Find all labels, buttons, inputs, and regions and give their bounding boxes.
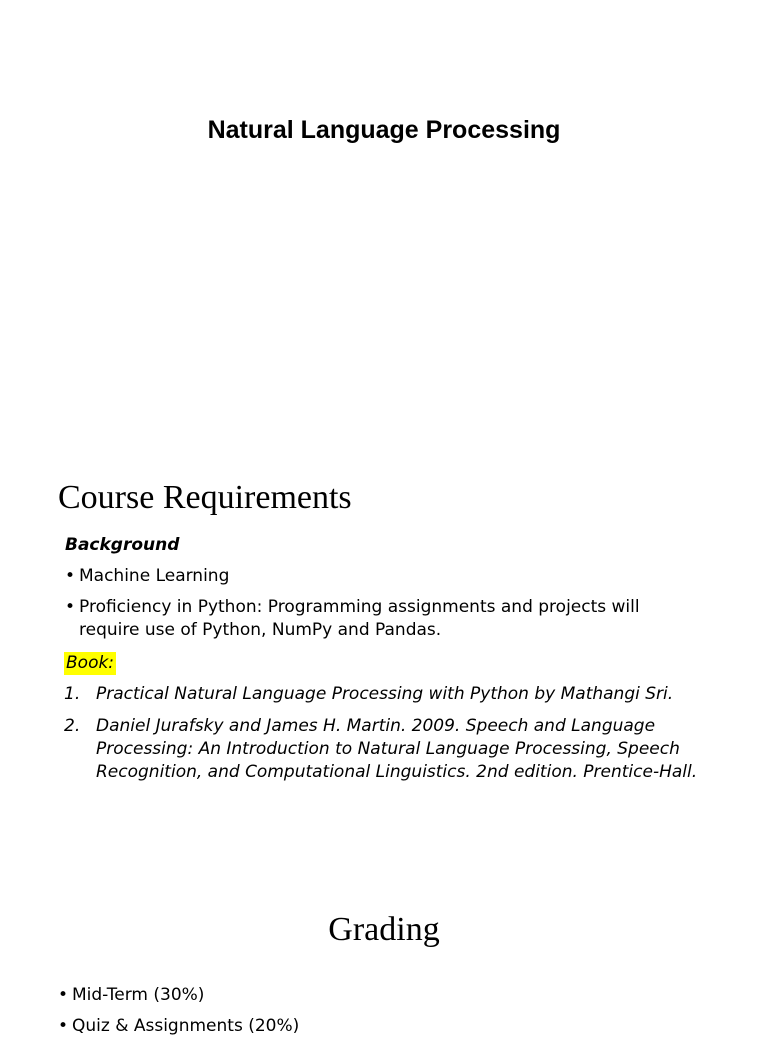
list-item xyxy=(65,565,705,588)
book-item xyxy=(64,683,744,706)
bullet-icon: • xyxy=(58,1016,69,1036)
bullet-icon: • xyxy=(65,566,76,586)
slide-title: Natural Language Processing xyxy=(207,116,561,144)
book-text: Daniel Jurafsky and James H. Martin. 2009. Speech and Language Processing: An Introduction to Natural Language Processing, Speech Recognition, and Computational Linguistics. 2nd edition. Prentice-Hall. xyxy=(96,716,698,782)
title-slide xyxy=(0,0,768,456)
book-item xyxy=(64,715,744,784)
list-item xyxy=(58,1015,738,1038)
book-label: Book: xyxy=(66,653,115,673)
bullet-icon: • xyxy=(58,985,69,1005)
book-number: 1. xyxy=(64,684,81,704)
list-item-text: Machine Learning xyxy=(79,566,230,586)
book-number: 2. xyxy=(64,716,81,736)
course-requirements-slide xyxy=(0,456,768,876)
list-item-text: Quiz & Assignments (20%) xyxy=(72,1016,300,1036)
list-item xyxy=(58,984,738,1007)
book-text: Practical Natural Language Processing with Python by Mathangi Sri. xyxy=(96,684,674,704)
list-item-text: Proficiency in Python: Programming assignments and projects will require use of Python, NumPy and Pandas. xyxy=(79,597,640,640)
list-item-text: Mid-Term (30%) xyxy=(72,985,205,1005)
grading-slide xyxy=(0,876,768,1036)
slide-heading: Grading xyxy=(328,911,440,948)
background-label: Background xyxy=(65,535,180,555)
list-item xyxy=(65,596,705,642)
slide-heading: Course Requirements xyxy=(58,479,352,516)
bullet-icon: • xyxy=(65,597,76,617)
